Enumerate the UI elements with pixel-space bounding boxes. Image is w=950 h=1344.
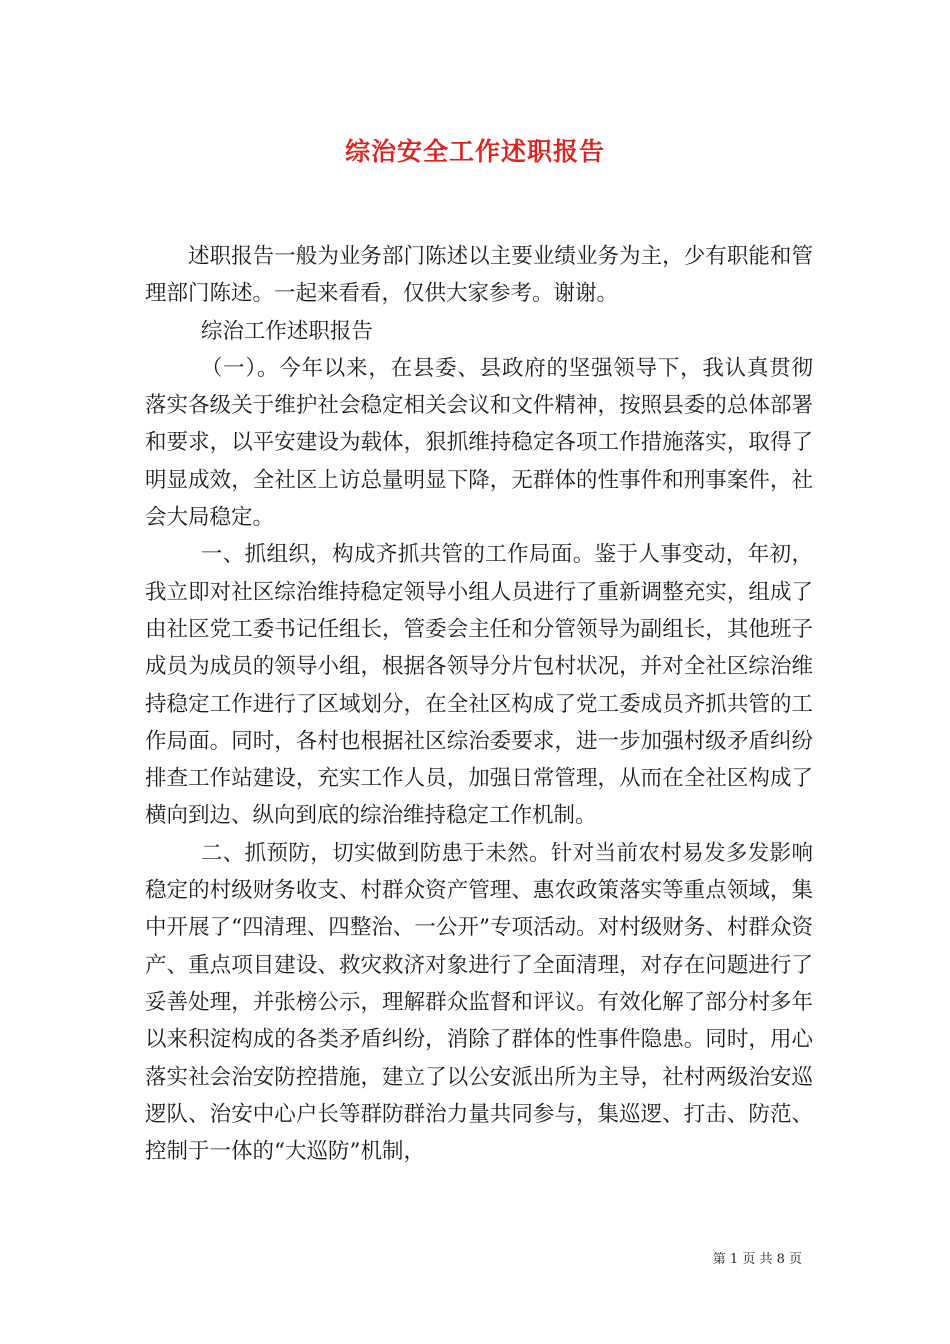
document-title: 综治安全工作述职报告: [344, 137, 605, 166]
document-body: [145, 238, 813, 1170]
page-number-footer: 第 1 页 共 8 页: [712, 1252, 802, 1267]
report-subtitle: 综治工作述职报告: [200, 318, 373, 344]
paragraph-section-two: 二、抓预防，切实做到防患于未然。针对当前农村易发多发影响稳定的村级财务收支、村群众资产管理、惠农政策落实等重点领域，集中开展了“四清理、四整治、一公开”专项活动。对村级财务、村群众资产、重点项目建设、救灾救济对象进行了全面清理，对存在问题进行了妥善处理，并张榜公示，理解群众监督和评议。有效化解了部分村多年以来积淀构成的各类矛盾纠纷，消除了群体的性事件隐患。同时，用心落实社会治安防控措施，建立了以公安派出所为主导，社村两级治安巡逻队、治安中心户长等群防群治力量共同参与，集巡逻、打击、防范、控制于一体的“大巡防”机制，: [145, 840, 813, 1165]
intro-paragraph: 述职报告一般为业务部门陈述以主要业绩业务为主，少有职能和管理部门陈述。一起来看看，仅供大家参考。谢谢。: [145, 244, 813, 307]
paragraph-section-one: 一、抓组织，构成齐抓共管的工作局面。鉴于人事变动，年初，我立即对社区综治维持稳定领导小组人员进行了重新调整充实，组成了由社区党工委书记任组长，管委会主任和分管领导为副组长，其他班子成员为成员的领导小组，根据各领导分片包村状况，并对全社区综治维持稳定工作进行了区域划分，在全社区构成了党工委成员齐抓共管的工作局面。同时，各村也根据社区综治委要求，进一步加强村级矛盾纠纷排查工作站建设，充实工作人员，加强日常管理，从而在全社区构成了横向到边、纵向到底的综治维持稳定工作机制。: [145, 542, 813, 829]
paragraph-overview: （一）。今年以来，在县委、县政府的坚强领导下，我认真贯彻落实各级关于维护社会稳定相关会议和文件精神，按照县委的总体部署和要求，以平安建设为载体，狠抓维持稳定各项工作措施落实，取得了明显成效，全社区上访总量明显下降，无群体的性事件和刑事案件，社会大局稳定。: [145, 355, 813, 531]
